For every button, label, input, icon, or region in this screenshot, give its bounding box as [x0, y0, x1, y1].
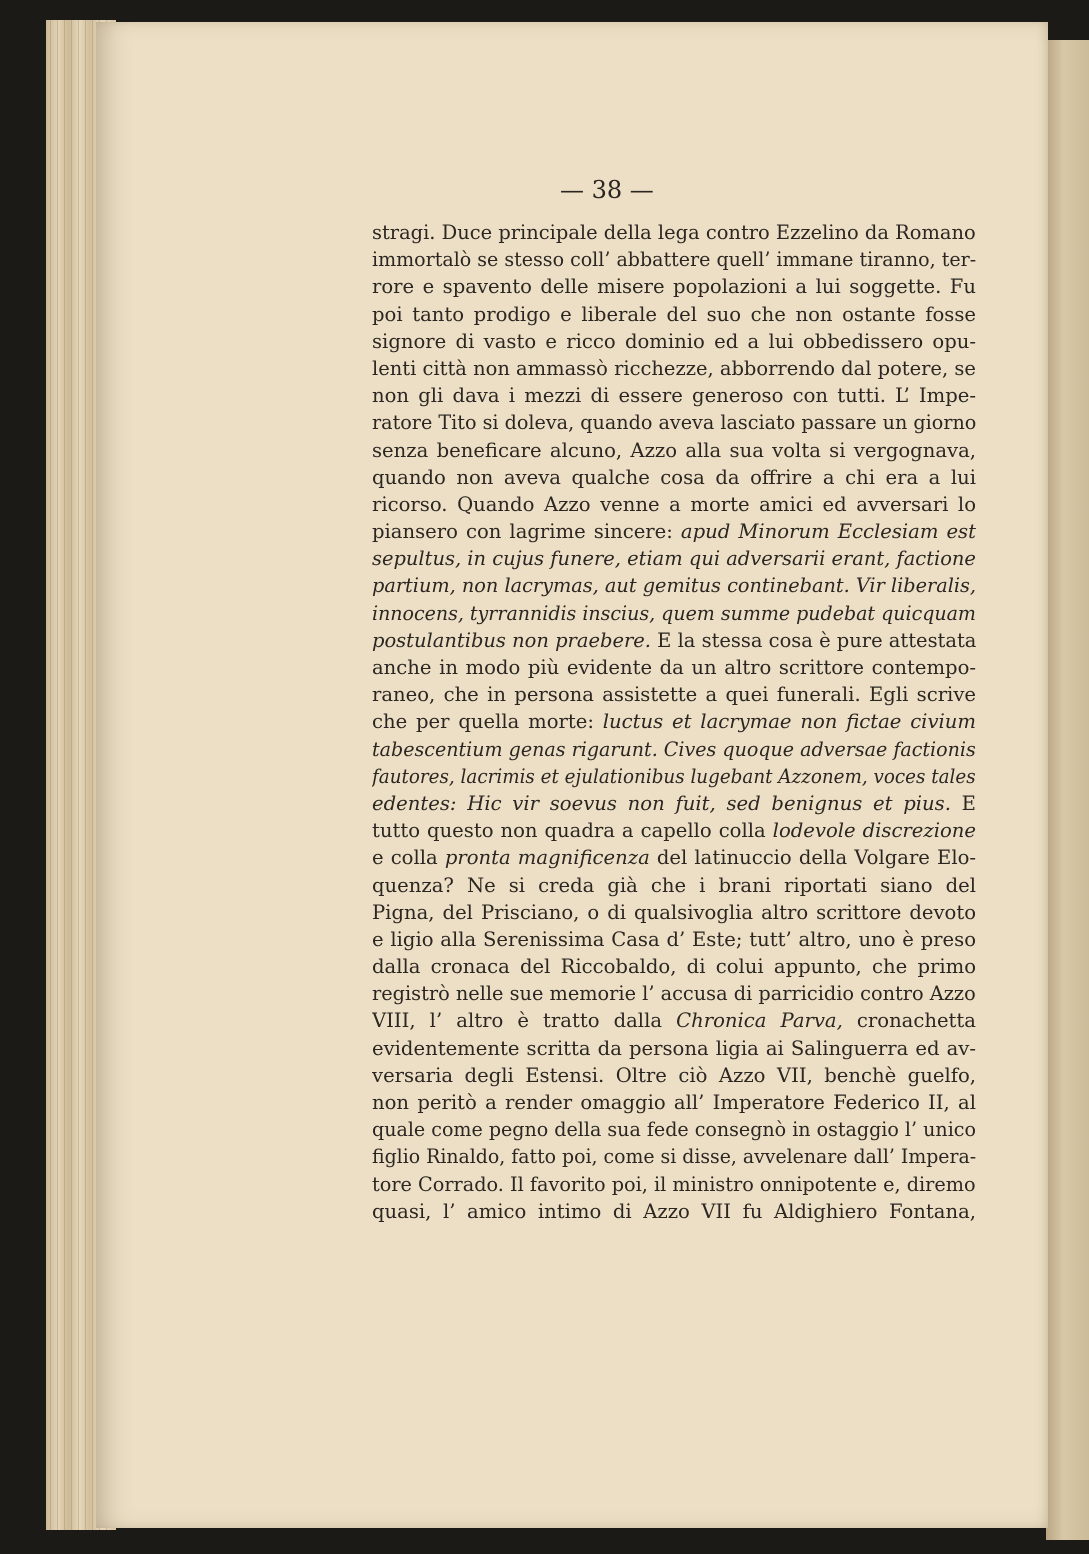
italic-quote: tabescentium genas rigarunt. Cives quoque adversae factionis	[372, 737, 976, 761]
text-run: VIII, l’ altro è tratto dalla	[372, 1009, 677, 1033]
text-run: quale come pegno della sua fede consegnò in ostaggio l’ unico	[372, 1118, 976, 1142]
text-run: E la stessa cosa è pure attestata	[650, 628, 976, 652]
text-line	[372, 790, 976, 817]
text-line	[372, 899, 976, 926]
text-run: quando non aveva qualche cosa da offrire a chi era a lui	[372, 465, 976, 489]
text-line	[372, 953, 976, 980]
italic-quote: pronta magnificenza	[444, 846, 650, 870]
text-line	[372, 1062, 976, 1089]
text-run: raneo, che in persona assistette a quei funerali. Egli scrive	[372, 683, 976, 707]
text-line	[372, 1007, 976, 1034]
text-line	[372, 1116, 976, 1143]
text-line	[372, 572, 976, 599]
text-line	[372, 926, 976, 953]
text-line	[372, 219, 976, 246]
text-line	[372, 491, 976, 518]
text-run: senza beneficare alcuno, Azzo alla sua volta si vergognava,	[372, 438, 976, 462]
text-line	[372, 273, 976, 300]
text-run: e colla	[372, 846, 445, 870]
text-run: ricorso. Quando Azzo venne a morte amici ed avversari lo	[372, 492, 976, 516]
text-line	[372, 1198, 976, 1225]
text-run: lenti città non ammassò ricchezze, abborrendo dal potere, se	[372, 356, 976, 380]
text-line	[372, 464, 976, 491]
text-run: tore Corrado. Il favorito poi, il ministro onnipotente e, diremo	[372, 1172, 976, 1196]
text-run: non peritò a render omaggio all’ Imperatore Federico II, al	[372, 1091, 976, 1114]
text-line	[372, 736, 976, 763]
italic-quote: sepultus, in cujus funere, etiam qui adversarii erant, factione	[372, 547, 976, 571]
italic-quote: fautores, lacrimis et ejulationibus lugebant Azzonem, voces tales	[372, 764, 976, 788]
text-line	[372, 1035, 976, 1062]
text-run: versaria degli Estensi. Oltre ciò Azzo VII, benchè guelfo,	[372, 1063, 976, 1087]
text-line	[372, 246, 976, 273]
text-run: piansero con lagrime sincere:	[372, 520, 681, 544]
page-number: — 38 —	[560, 176, 654, 204]
text-run: non gli dava i mezzi di essere generoso con tutti. L’ Impe-	[372, 384, 976, 408]
text-run: ratore Tito si doleva, quando aveva lasciato passare un giorno	[372, 411, 976, 435]
text-line	[372, 763, 976, 790]
text-run: immortalò se stesso coll’ abbattere quell’ immane tiranno, ter-	[372, 248, 976, 272]
text-run: quenza? Ne si creda già che i brani riportati siano del	[372, 873, 976, 897]
text-run: rore e spavento delle misere popolazioni a lui soggette. Fu	[372, 275, 976, 299]
text-run: che per quella morte:	[372, 710, 603, 734]
text-run: figlio Rinaldo, fatto poi, come si disse, avvelenare dall’ Impera-	[372, 1145, 976, 1169]
text-line	[372, 545, 976, 572]
text-line	[372, 382, 976, 409]
text-line	[372, 437, 976, 464]
text-line	[372, 355, 976, 382]
text-line	[372, 409, 976, 436]
text-line	[372, 872, 976, 899]
text-run: Pigna, del Prisciano, o di qualsivoglia altro scrittore devoto	[372, 900, 976, 924]
italic-quote: innocens, tyrrannidis inscius, quem summe pudebat quicquam	[372, 601, 976, 625]
text-run: del latinuccio della Volgare Elo-	[649, 846, 976, 870]
text-line	[372, 980, 976, 1007]
italic-quote: apud Minorum Ecclesiam est	[680, 520, 976, 544]
italic-quote: Chronica Parva,	[676, 1009, 843, 1033]
text-line	[372, 328, 976, 355]
text-line	[372, 518, 976, 545]
text-line	[372, 1143, 976, 1170]
next-page-edge	[1046, 40, 1089, 1540]
text-run: stragi. Duce principale della lega contro Ezzelino da Romano	[372, 221, 976, 244]
italic-quote: lodevole discrezione	[772, 819, 976, 843]
text-line	[372, 1089, 976, 1116]
text-run: registrò nelle sue memorie l’ accusa di parricidio contro Azzo	[372, 982, 976, 1006]
text-run: poi tanto prodigo e liberale del suo che non ostante fosse	[372, 302, 976, 326]
italic-quote: postulantibus non praebere.	[372, 628, 651, 652]
text-line	[372, 817, 976, 844]
body-text	[372, 219, 976, 1225]
text-run: anche in modo più evidente da un altro scrittore contempo-	[372, 656, 976, 679]
text-line	[372, 600, 976, 627]
italic-quote: partium, non lacrymas, aut gemitus continebant. Vir liberalis,	[372, 574, 976, 598]
text-run: e ligio alla Serenissima Casa d’ Este; tutt’ altro, uno è preso	[372, 927, 976, 951]
text-run: evidentemente scritta da persona ligia ai Salinguerra ed av-	[372, 1036, 976, 1060]
text-line	[372, 1171, 976, 1198]
text-line	[372, 844, 976, 871]
text-run: E	[950, 791, 976, 815]
text-run: tutto questo non quadra a capello colla	[372, 819, 773, 843]
text-run: dalla cronaca del Riccobaldo, di colui appunto, che primo	[372, 955, 976, 979]
text-run: quasi, l’ amico intimo di Azzo VII fu Aldighiero Fontana,	[372, 1199, 976, 1223]
text-line	[372, 654, 976, 681]
italic-quote: luctus et lacrymae non fictae civium	[602, 710, 976, 734]
text-line	[372, 627, 976, 654]
italic-quote: edentes: Hic vir soevus non fuit, sed benignus et pius.	[372, 791, 951, 815]
text-line	[372, 708, 976, 735]
text-run: signore di vasto e ricco dominio ed a lui obbedissero opu-	[372, 329, 976, 353]
text-run: cronachetta	[842, 1009, 976, 1033]
text-line	[372, 301, 976, 328]
text-line	[372, 681, 976, 708]
